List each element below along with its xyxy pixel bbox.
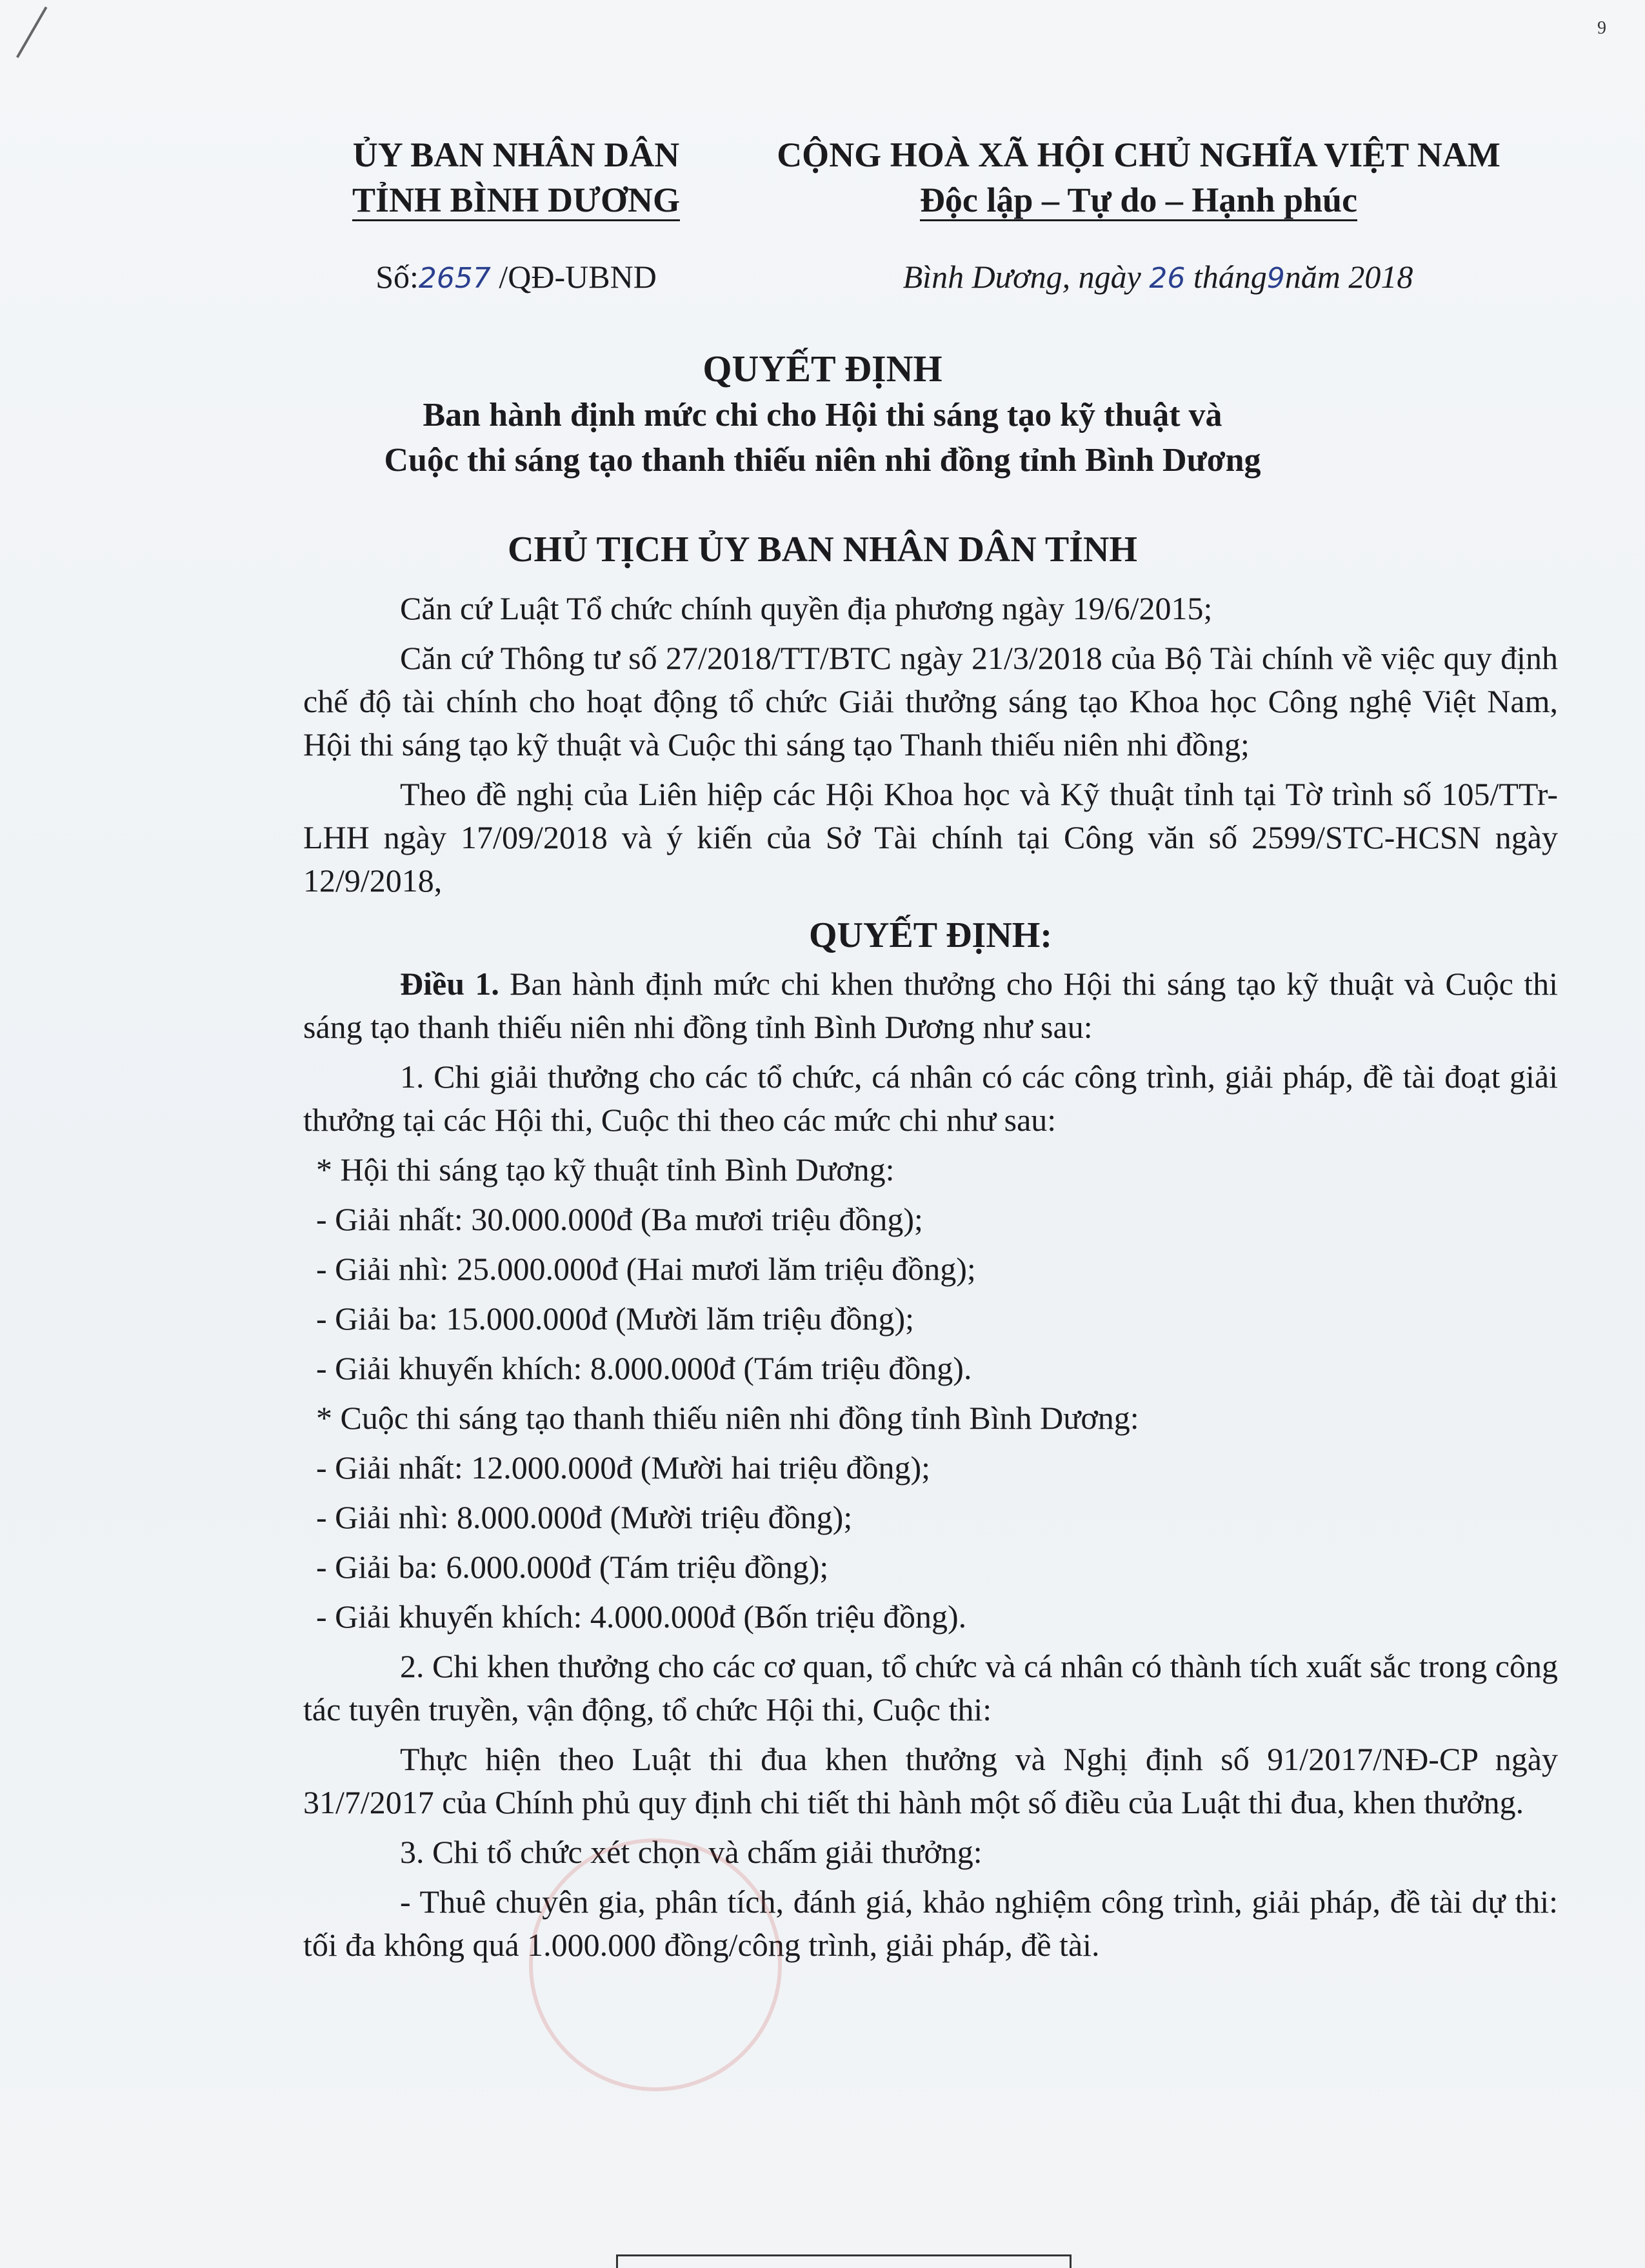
authority-heading: CHỦ TỊCH ỦY BAN NHÂN DÂN TỈNH: [508, 530, 1137, 570]
group-1-prize-4: - Giải khuyến khích: 8.000.000đ (Tám triệu đồng).: [316, 1350, 972, 1386]
document-body: [303, 587, 1558, 1973]
document-date: [800, 258, 1516, 295]
number-prefix: Số:: [375, 259, 419, 295]
issuing-authority: [335, 132, 697, 223]
group-2-prize-4: - Giải khuyến khích: 4.000.000đ (Bốn triệu đồng).: [316, 1598, 967, 1635]
group-1-title: * Hội thi sáng tạo kỹ thuật tỉnh Bình Dương:: [316, 1151, 895, 1188]
group-1-prize-2: - Giải nhì: 25.000.000đ (Hai mươi lăm triệu đồng);: [316, 1251, 976, 1287]
group-2-title: * Cuộc thi sáng tạo thanh thiếu niên nhi đồng tỉnh Bình Dương:: [316, 1400, 1139, 1436]
item-3-text: - Thuê chuyên gia, phân tích, đánh giá, khảo nghiệm công trình, giải pháp, đề tài dự thi: tối đa không quá 1.000.000 đồng/công trình, giải pháp, đề tài.: [303, 1884, 1558, 1963]
item-1: 1. Chi giải thưởng cho các tổ chức, cá nhân có các công trình, giải pháp, đề tài đoạt giải thưởng tại các Hội thi, Cuộc thi theo các mức chi như sau:: [303, 1059, 1558, 1138]
article-1: [303, 962, 1558, 1049]
group-1-prize-1: - Giải nhất: 30.000.000đ (Ba mươi triệu đồng);: [316, 1201, 923, 1237]
title-main: QUYẾT ĐỊNH: [703, 348, 942, 390]
national-motto: [761, 132, 1516, 223]
title-sub-2: Cuộc thi sáng tạo thanh thiếu niên nhi đồng tỉnh Bình Dương: [384, 442, 1261, 479]
legal-basis-1: Căn cứ Luật Tổ chức chính quyền địa phương ngày 19/6/2015;: [400, 590, 1213, 626]
motto-line: Độc lập – Tự do – Hạnh phúc: [920, 181, 1357, 221]
group-2-prize-3: - Giải ba: 6.000.000đ (Tám triệu đồng);: [316, 1549, 829, 1585]
handwritten-month: 9: [1266, 262, 1285, 295]
scan-mark: [16, 6, 47, 58]
item-3: 3. Chi tổ chức xét chọn và chấm giải thưởng:: [400, 1834, 982, 1870]
page-number-mark: 9: [1597, 18, 1606, 38]
title-sub-1: Ban hành định mức chi cho Hội thi sáng tạo kỹ thuật và: [423, 397, 1222, 433]
handwritten-day: 26: [1149, 262, 1186, 295]
document-number: [335, 258, 697, 295]
country-name: CỘNG HOÀ XÃ HỘI CHỦ NGHĨA VIỆT NAM: [777, 135, 1500, 174]
group-2-prize-1: - Giải nhất: 12.000.000đ (Mười hai triệu đồng);: [316, 1449, 931, 1486]
item-2-text: Thực hiện theo Luật thi đua khen thưởng và Nghị định số 91/2017/NĐ-CP ngày 31/7/2017 của Chính phủ quy định chi tiết thi hành một số điều của Luật thi đua, khen thưởng.: [303, 1741, 1558, 1820]
group-1-prize-3: - Giải ba: 15.000.000đ (Mười lăm triệu đồng);: [316, 1300, 915, 1337]
article-1-label: Điều 1.: [400, 966, 499, 1002]
date-place: Bình Dương, ngày: [902, 259, 1141, 295]
decision-title: [0, 345, 1645, 483]
article-1-text: Ban hành định mức chi khen thưởng cho Hội thi sáng tạo kỹ thuật và Cuộc thi sáng tạo thanh thiếu niên nhi đồng tỉnh Bình Dương như sau:: [303, 966, 1558, 1045]
issuer-line-1: ỦY BAN NHÂN DÂN: [352, 135, 680, 174]
handwritten-number: 2657: [418, 262, 491, 295]
legal-basis-2: Căn cứ Thông tư số 27/2018/TT/BTC ngày 21/3/2018 của Bộ Tài chính về việc quy định chế độ tài chính cho hoạt động tổ chức Giải thưởng sáng tạo Khoa học Công nghệ Việt Nam, Hội thi sáng tạo kỹ thuật và Cuộc thi sáng tạo Thanh thiếu niên nhi đồng;: [303, 640, 1558, 762]
group-2-prize-2: - Giải nhì: 8.000.000đ (Mười triệu đồng);: [316, 1499, 853, 1535]
item-2: 2. Chi khen thưởng cho các cơ quan, tổ chức và cá nhân có thành tích xuất sắc trong công tác tuyên truyền, vận động, tổ chức Hội thi, Cuộc thi:: [303, 1648, 1558, 1727]
date-month-label: tháng: [1193, 259, 1267, 295]
issuer-line-2: TỈNH BÌNH DƯƠNG: [352, 181, 680, 221]
date-year: năm 2018: [1284, 259, 1413, 295]
number-suffix: /QĐ-UBND: [499, 259, 657, 295]
decision-heading: QUYẾT ĐỊNH:: [808, 915, 1052, 955]
document-header: [0, 132, 1645, 300]
legal-basis-3: Theo đề nghị của Liên hiệp các Hội Khoa học và Kỹ thuật tỉnh tại Tờ trình số 105/TTr-LHH ngày 17/09/2018 và ý kiến của Sở Tài chính tại Công văn số 2599/STC-HCSN ngày 12/9/2018,: [303, 776, 1558, 899]
